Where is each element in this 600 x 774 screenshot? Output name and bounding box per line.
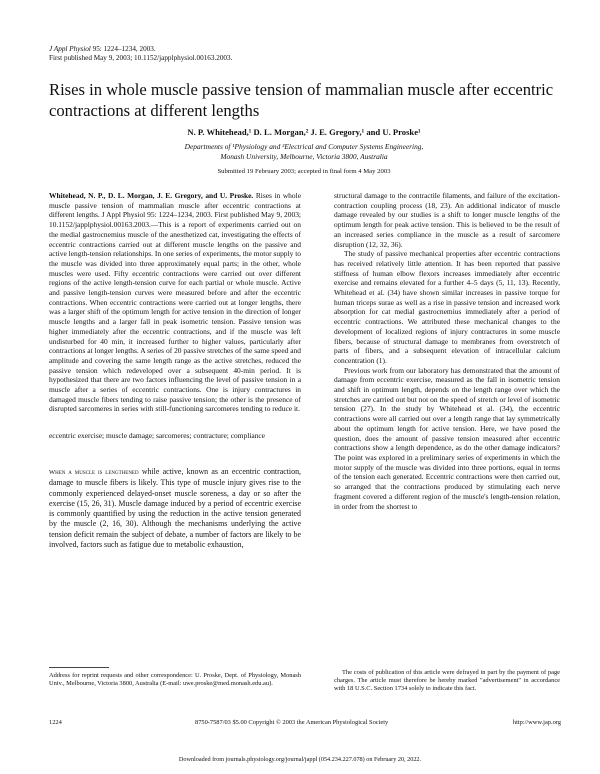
page-number: 1224: [49, 719, 62, 726]
footnote-correspondence: Address for reprint requests and other correspondence: U. Proske, Dept. of Physiology, Monash Univ., Melbourne, Victoria 3800, Australia (E-mail: uwe.proske@med.monash.edu.au).: [49, 672, 301, 687]
submission-dates: Submitted 19 February 2003; accepted in final form 4 May 2003: [217, 168, 391, 175]
journal-citation: 95: 1224–1234, 2003.: [92, 45, 156, 53]
author-list: N. P. Whitehead,¹ D. L. Morgan,² J. E. Gregory,¹ and U. Proske¹: [187, 127, 421, 137]
footnote-rule-left: [49, 667, 109, 668]
right-paragraph-1: The study of passive mechanical properties after eccentric contractions has received relatively little attention. It has been reported that passive stiffness of human elbow flexors increases immediately after eccentric exercise and remains elevated for a further 4–5 days (5, 11, 13). Recently, Whitehead et al. (34) have shown similar increases in passive torque for human triceps surae as well as a rise in passive tension and increased work absorption for cat medial gastrocnemius immediately after a period of eccentric contractions. We attributed these mechanical changes to the development of localized regions of injury contractures in some muscle fibers, because of structural damage to membranes from overstretch of parts of fibers, and a subsequent elevation of intracellular calcium concentration (1).: [334, 249, 560, 365]
affiliation-line-1: Departments of ¹Physiology and ²Electrical and Computer Systems Engineering,: [184, 142, 424, 151]
right-paragraph-2: Previous work from our laboratory has demonstrated that the amount of damage from eccentric exercise, measured as the fall in isometric tension and shift in optimum length, depends on the length range over which the stretches are carried out but not on the speed of stretch or level of isometric tension (27). In the study by Whitehead et al. (34), the eccentric contractions were all carried out over a length range that lay symmetrically about the optimum length for active tension. Here, we have posed the question, does the amount of passive tension measured after eccentric contractions show a length dependence, as do the other damage indicators? The point was explored in a preliminary series of experiments in which the motor supply of the muscle was divided into three portions, equal in terms of the tension each generated. Eccentric contractions were then carried out, so arranged that the contractions produced by stimulating each nerve fragment covered a different region of the muscle's length-tension relation, in order from the shortest to: [334, 365, 560, 511]
first-published-line: First published May 9, 2003; 10.1152/japplphysiol.00163.2003.: [49, 53, 233, 62]
journal-name: J Appl Physiol: [49, 45, 91, 53]
intro-smallcaps-lead: When a muscle is lengthened: [49, 469, 139, 476]
right-paragraph-0: structural damage to the contractile filaments, and failure of the excitation-contraction coupling process (18, 23). An additional indicator of muscle damage revealed by our studies is a shift to longer muscle lengths of the optimum length for peak active tension. This is believed to be the result of an increased series compliance in the muscle as a result of sarcomere disruption (12, 32, 36).: [334, 191, 560, 249]
intro-paragraph-1: while active, known as an eccentric contraction, damage to muscle fibers is likely. This type of muscle injury gives rise to the commonly experienced delayed-onset muscle soreness, a day or so after the exercise (15, 26, 31). Muscle damage induced by a period of eccentric exercise is commonly quantified by using the reduction in the active tension generated by the muscle (2, 16, 30). Although the mechanisms underlying the active tension deficit remain the subject of debate, a number of factors are likely to be involved, factors such as fatigue due to metabolic exhaustion,: [49, 467, 301, 550]
footnote-publication-costs: The costs of publication of this article were defrayed in part by the payment of page charges. The article must therefore be hereby marked "advertisement" in accordance with 18 U.S.C. Section 1734 solely to indicate this fact.: [334, 669, 560, 692]
copyright-line: 8750-7587/03 $5.00 Copyright © 2003 the American Physiological Society: [195, 719, 389, 726]
introduction: [49, 467, 301, 550]
abstract-body: Rises in whole muscle passive tension of mammalian muscle after eccentric contractions at different lengths. J Appl Physiol 95: 1224–1234, 2003. First published May 9, 2003; 10.1152/japplphysiol.00163.2003.—This is a report of experiments carried out on the medial gastrocnemius muscle of the anesthetized cat, investigating the effects of eccentric contractions carried out at different muscle lengths on the passive and active length-tension relationships. In one series of experiments, the motor supply to the muscle was divided into three approximately equal parts; in the other, whole muscles were used. Fifty eccentric contractions were carried out over different regions of the active length-tension curve for each partial or whole muscle. Active and passive length-tension curves were measured before and after the eccentric contractions. When eccentric contractions were carried out at longer lengths, there was a larger shift of the optimum length for active tension in the direction of longer muscle lengths and a larger fall in peak isometric tension. Passive tension was higher immediately after the eccentric contractions, and if the muscle was left undisturbed for 40 min, it increased further to higher values, particularly after contractions at longer lengths. A series of 20 passive stretches of the same speed and amplitude and covering the same length range as the active stretches, reduced the passive tension which redeveloped over a subsequent 40-min period. It is hypothesized that there are two factors influencing the level of passive tension in a muscle after a series of eccentric contractions. One is injury contractures in damaged muscle fibers tending to raise passive tension; the other is the presence of disrupted sarcomeres in series with still-functioning sarcomeres tending to reduce it.: [49, 191, 301, 414]
abstract: [49, 191, 301, 414]
affiliation-line-2: Monash University, Melbourne, Victoria 3800, Australia: [220, 151, 388, 161]
journal-header: [49, 45, 232, 62]
affiliation: [49, 142, 559, 161]
right-column-body: [334, 191, 560, 511]
article-title: Rises in whole muscle passive tension of mammalian muscle after eccentric contractions at different lengths: [49, 80, 554, 120]
journal-website: http://www.jap.org: [512, 719, 561, 726]
keywords: eccentric exercise; muscle damage; sarcomeres; contracture; compliance: [49, 431, 265, 440]
download-note: Downloaded from journals.physiology.org/journal/jappl (054.234.227.078) on February 20, 2022.: [178, 756, 422, 763]
abstract-citation-lead: Whitehead, N. P., D. L. Morgan, J. E. Gregory, and U. Proske.: [49, 191, 254, 200]
